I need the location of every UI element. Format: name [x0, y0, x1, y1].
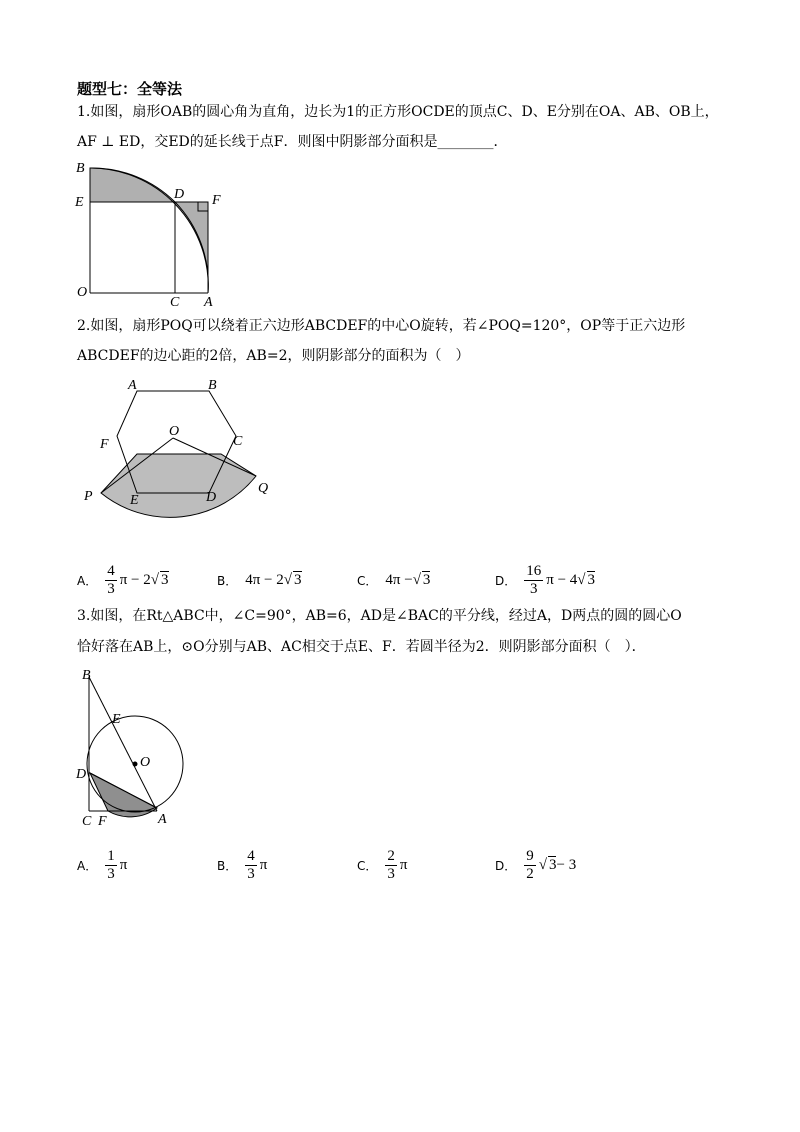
- q3-label-O: O: [140, 755, 151, 770]
- q2-text-line1: 2.如图，扇形POQ可以绕着正六边形ABCDEF的中心O旋转，若∠POQ=120°，OP等于正六边形: [77, 318, 686, 334]
- q2-options: [77, 563, 757, 597]
- q3-label-B: B: [82, 668, 91, 683]
- q2-label-E: E: [130, 493, 139, 508]
- q2-figure: [80, 375, 280, 540]
- q2-label-C: C: [233, 434, 243, 449]
- q1-label-A: A: [204, 295, 213, 308]
- q1-figure: [70, 158, 230, 308]
- q1-label-F: F: [212, 193, 221, 208]
- q2-option-c[interactable]: C． 4π − √ 3: [357, 571, 431, 588]
- q3-option-a[interactable]: A． $\frac{1}{3}$ π: [77, 848, 128, 882]
- q2-label-D: D: [206, 490, 217, 505]
- q3-label-E: E: [112, 712, 121, 727]
- q3-options: [77, 848, 757, 882]
- q2-label-B: B: [208, 378, 217, 393]
- q1-label-D: D: [174, 187, 185, 202]
- q2-text-line2: ABCDEF的边心距的2倍，AB=2，则阴影部分的面积为（ ）: [77, 348, 470, 364]
- q3-option-d[interactable]: D． $\frac{9}{2}$ √ 3 − 3: [495, 848, 577, 882]
- q1-text-line1: 1.如图，扇形OAB的圆心角为直角，边长为1的正方形OCDE的顶点C、D、E分别在OA、AB、OB上，: [77, 104, 719, 120]
- q1-label-B: B: [76, 161, 85, 176]
- q3-center-dot: [133, 762, 138, 767]
- q3-text-line1: 3.如图，在Rt△ABC中，∠C=90°，AB=6，AD是∠BAC的平分线，经过A，D两点的圆的圆心O: [77, 608, 682, 624]
- q3-label-A: A: [158, 812, 167, 827]
- q3-label-F: F: [98, 814, 107, 829]
- q2-label-P: P: [84, 489, 93, 504]
- q1-label-C: C: [170, 295, 180, 308]
- q1-label-E: E: [75, 195, 84, 210]
- q2-shaded-region: [101, 454, 256, 517]
- q3-option-b[interactable]: B． $\frac{4}{3}$ π: [217, 848, 268, 882]
- q2-label-Q: Q: [258, 481, 269, 496]
- q2-label-F: F: [100, 437, 109, 452]
- q3-label-C: C: [82, 814, 92, 829]
- q3-label-D: D: [76, 767, 87, 782]
- section-title: 题型七：全等法: [77, 80, 183, 98]
- q2-option-b[interactable]: B． 4π − 2 √ 3: [217, 571, 302, 588]
- q1-text-line2: AF ⊥ ED，交ED的延长线于点F．则图中阴影部分面积是________．: [77, 134, 508, 150]
- q2-label-A: A: [128, 378, 137, 393]
- q2-option-a[interactable]: A． $\frac{4}{3}$ π − 2 √ 3: [77, 563, 169, 597]
- q1-shaded-top: [90, 168, 175, 202]
- q2-label-O: O: [169, 424, 180, 439]
- q1-shaded-right: [175, 202, 208, 293]
- q1-label-O: O: [77, 285, 88, 300]
- q2-option-d[interactable]: D． $\frac{16}{3}$ π − 4 √ 3: [495, 563, 596, 597]
- q3-text-line2: 恰好落在AB上，⊙O分别与AB、AC相交于点E、F．若圆半径为2．则阴影部分面积（ ）．: [77, 639, 646, 655]
- q3-figure: [74, 665, 204, 830]
- q3-option-c[interactable]: C． $\frac{2}{3}$ π: [357, 848, 408, 882]
